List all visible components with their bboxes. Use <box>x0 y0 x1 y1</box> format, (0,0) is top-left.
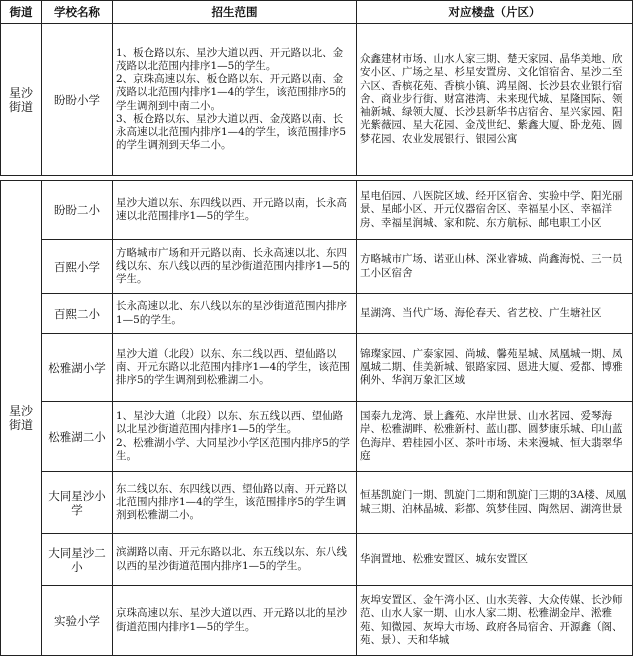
table-row <box>1 334 633 402</box>
school-name: 盼盼小学 <box>42 24 113 176</box>
enrollment-range: 1、板仓路以东、星沙大道以西、开元路以北、金茂路以北范围内排序1—5的学生。 2、京珠高速以东、板仓路以东、开元路以南、金茂路以北范围内排序1—4的学生，该范围排序5的学生调剂到中南二小。 3、板仓路以东、星沙大道以西、金茂路以南、长永高速以北范围内排序1—4的学生，该范围排序5的学生调剂到天华二小。 <box>113 24 357 176</box>
school-name: 大同星沙小学 <box>42 472 113 534</box>
table-row <box>1 402 633 472</box>
enrollment-table-2 <box>0 180 633 656</box>
enrollment-range: 东二线以东、东四线以西、望仙路以南、开元路以北范围内排序1—4的学生，该范围排序5的学生调剂到松雅湖二小。 <box>113 472 357 534</box>
header-range: 招生范围 <box>113 1 357 24</box>
table-row <box>1 534 633 586</box>
district-cell: 星沙街道 <box>1 181 42 656</box>
header-district: 街道 <box>1 1 42 24</box>
estates-list: 灰埠安置区、金午湾小区、山水芙蓉、大众传媒、长沙师范、山水人家一期、山水人家二期、松雅湖金岸、淞雅苑、知微园、灰埠大市场、政府各局宿舍、开源鑫（阁、苑、景）、天和华城 <box>357 586 633 656</box>
estates-list: 华润置地、松雅安置区、城东安置区 <box>357 534 633 586</box>
estates-list: 方略城市广场、诺亚山林、深业睿城、尚鑫海悦、三一员工小区宿舍 <box>357 240 633 294</box>
estates-list: 锦璨家园、广泰家园、尚城、馨苑星城、凤凰城一期、凤凰城二期、佳美新城、银路家园、恩进大厦、爱都、博雅俐外、华润万象汇区域 <box>357 334 633 402</box>
enrollment-range: 1、星沙大道（北段）以东、东五线以西、望仙路以北星沙街道范围内排序1—5的学生。 2、松雅湖小学、大同星沙小学区范围内排序5的学生。 <box>113 402 357 472</box>
school-name: 百熙小学 <box>42 240 113 294</box>
enrollment-table-1 <box>0 0 633 176</box>
school-name: 松雅湖二小 <box>42 402 113 472</box>
estates-list: 星电佰园、八医院区域、经开区宿舍、实验中学、阳光丽景、星邮小区、开元仪器宿舍区、幸福星小区、幸福洋房、幸福星润城、家和院、东方航标、邮电职工小区 <box>357 181 633 240</box>
estates-list: 星湖湾、当代广场、海伦春天、省艺校、广生塘社区 <box>357 294 633 334</box>
enrollment-range: 星沙大道（北段）以东、东二线以西、望仙路以南、开元东路以北范围内排序1—4的学生，该范围排序5的学生调剂到松雅湖二小。 <box>113 334 357 402</box>
table-row <box>1 472 633 534</box>
district-cell: 星沙街道 <box>1 24 42 176</box>
school-name: 实验小学 <box>42 586 113 656</box>
table-row <box>1 24 633 176</box>
enrollment-range: 滨湖路以南、开元东路以北、东五线以东、东八线以西的星沙街道范围内排序1—5的学生。 <box>113 534 357 586</box>
enrollment-range: 长永高速以北、东八线以东的星沙街道范围内排序1—5的学生。 <box>113 294 357 334</box>
header-row <box>1 1 633 24</box>
enrollment-range: 京珠高速以东、星沙大道以西、开元路以北的星沙街道范围内排序1—5的学生。 <box>113 586 357 656</box>
school-name: 百熙二小 <box>42 294 113 334</box>
school-name: 盼盼二小 <box>42 181 113 240</box>
table-row <box>1 181 633 240</box>
enrollment-range: 星沙大道以东、东四线以西、开元路以南，长永高速以北范围排序1—5的学生。 <box>113 181 357 240</box>
enrollment-range: 方略城市广场和开元路以南、长永高速以北、东四线以东、东八线以西的星沙街道范围内排序1—5的学生。 <box>113 240 357 294</box>
header-estates: 对应楼盘（片区） <box>357 1 633 24</box>
estates-list: 国泰九龙湾、景上鑫苑、水岸世景、山水茗园、爱琴海岸、松雅湖畔、松雅新村、蓝山郡、圆梦康乐城、印山蓝色海岸、碧桂园小区、茶叶市场、未来漫城、恒大翡翠华庭 <box>357 402 633 472</box>
header-school: 学校名称 <box>42 1 113 24</box>
school-name: 松雅湖小学 <box>42 334 113 402</box>
estates-list: 众鑫建材市场、山水人家三期、楚天家园、晶华美地、欣安小区、广场之星、杉星安置房、文化馆宿舍、星沙二至六区、香槟花苑、香槟小镇、鸿星阁、长沙县农业银行宿舍、商业步行街、财富港湾、未来现代城、星隆国际、领袖新城、绿领大厦、长沙县新华书店宿舍、星兴家园、阳光紫薇园、星大花园、金茂世纪、紫鑫大厦、卧龙苑、圆梦花园、农业发展银行、银园公寓 <box>357 24 633 176</box>
estates-list: 恒基凯旋门一期、凯旋门二期和凯旋门三期的3A楼、凤凰城三期、泊林晶城、彩都、筑梦佳园、陶然居、湖湾世景 <box>357 472 633 534</box>
school-name: 大同星沙二小 <box>42 534 113 586</box>
table-row <box>1 240 633 294</box>
table-row <box>1 294 633 334</box>
table-row <box>1 586 633 656</box>
